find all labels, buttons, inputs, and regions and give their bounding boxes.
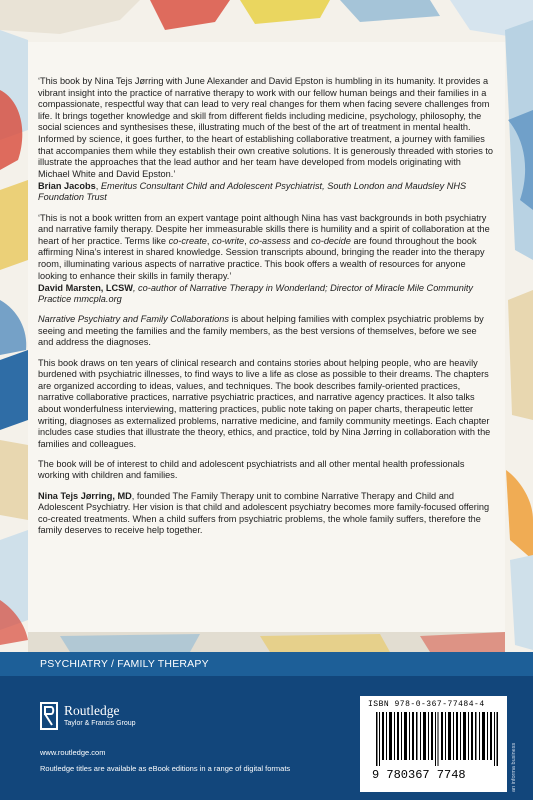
quote-2: ‘This is not a book written from an expert vantage point although Nina has vast backgrounds in both psychiatry and narrative family therapy. Despite her immeasurable skills there is humility and a spirit of collaboration at the heart of her practice. Terms like co-create, co-write, co-assess and co-decide are found throughout the book affirming Nina’s interest in shared knowledge. Session transcripts abound, bringing the reader into the therapy room, illuminating various aspects of narrative practice. This book offers a wealth of resources for anyone looking to enhance their skills in family therapy.’ (38, 212, 490, 281)
author-name: Nina Tejs Jørring, MD (38, 490, 132, 501)
author-bio: Nina Tejs Jørring, MD, founded The Family Therapy unit to combine Narrative Therapy and Child and Adolescent Psychiatry. Her vision is that child and adolescent psychiatry becomes more family-focused offering co-created treatments. When a child suffers from psychiatric problems, the whole family suffers, therefore the family deserves to receive help together. (38, 490, 490, 536)
quote-2-author: David Marsten, LCSW (38, 282, 133, 293)
quote-2-attribution (38, 283, 494, 306)
category-label: PSYCHIATRY / FAMILY THERAPY (40, 658, 209, 670)
quote-1 (38, 76, 494, 180)
publisher-website[interactable]: www.routledge.com (40, 748, 106, 757)
description-paragraph-2: This book draws on ten years of clinical research and contains stories about helping people, who are heavily burdened with psychiatric illnesses, to find ways to live a life as close as possible to their dreams. The chapters are organized according to ideas, values, and techniques. The book describes family-oriented practices, narrative collaborative practices, narrative psychiatric practices, and narrative agency practices. It also talks about wonderfulness interviewing, mattering practices, public note taking on paper charts, therapeutic letter writing, diagnoses as externalized problems, narrative medicine, and family community meetings. Each chapter includes case studies that illustrate the theory, ethics, and practice, told by Nina Jørring in collaboration with the families and colleagues. (38, 357, 491, 449)
category-band (0, 652, 533, 676)
publisher-group: Taylor & Francis Group (64, 720, 136, 727)
ebook-note: Routledge titles are available as eBook editions in a range of digital formats (40, 764, 291, 773)
routledge-logo-icon (40, 702, 58, 730)
informa-side-text: an informa business (511, 742, 517, 792)
description-paragraph-1: Narrative Psychiatry and Family Collaborations is about helping families with complex psychiatric problems by seeing and meeting the families and the family members, as the best versions of themselves, before we see and address the diagnoses. (38, 314, 484, 348)
publisher-name: Routledge (64, 703, 120, 718)
quote-1-attribution: Brian Jacobs, Emeritus Consultant Child and Adolescent Psychiatrist, South London and Maudsley NHS Foundation Trust (38, 180, 467, 203)
barcode-number: 9 780367 7748 (372, 768, 466, 782)
isbn-label: ISBN 978-0-367-77484-4 (368, 700, 485, 709)
quote-1-text: ‘This book by Nina Tejs Jørring with June Alexander and David Epston is humbling in its humanity. It provides a vibrant insight into the practice of narrative therapy to work with our fellow human beings and their families in a compassionate, respectful way that can lead to very real changes for them when facing severe challenges from life. It brings together knowledge and skill from different fields including medicine, psychology, philosophy, the social sciences and synthesises these, illustrating much of the best of the art of treatment in mental health. Informed by science, it goes further, to the heart of establishing collaborative treatment, a journey with families that accompanies them while they establish their own creative solutions. It is generously threaded with stories to illustrate the approaches that the lead author and her team have developed from models originating with Michael White and David Epston.’ (38, 76, 494, 179)
quote-1-author: Brian Jacobs (38, 180, 96, 191)
description-paragraph-3: The book will be of interest to child and adolescent psychiatrists and all other mental health professionals working with children and families. (38, 458, 465, 481)
book-title: Narrative Psychiatry and Family Collaborations (38, 314, 229, 325)
barcode-icon (376, 712, 500, 766)
back-cover-text (38, 76, 494, 545)
quote-2-role: , co-author of Narrative Therapy in Wonderland; Director of Miracle Mile Community Practice mmcpla.org (38, 282, 474, 305)
quote-1-role: Emeritus Consultant Child and Adolescent Psychiatrist, South London and Maudsley NHS Foundation Trust (38, 180, 467, 203)
